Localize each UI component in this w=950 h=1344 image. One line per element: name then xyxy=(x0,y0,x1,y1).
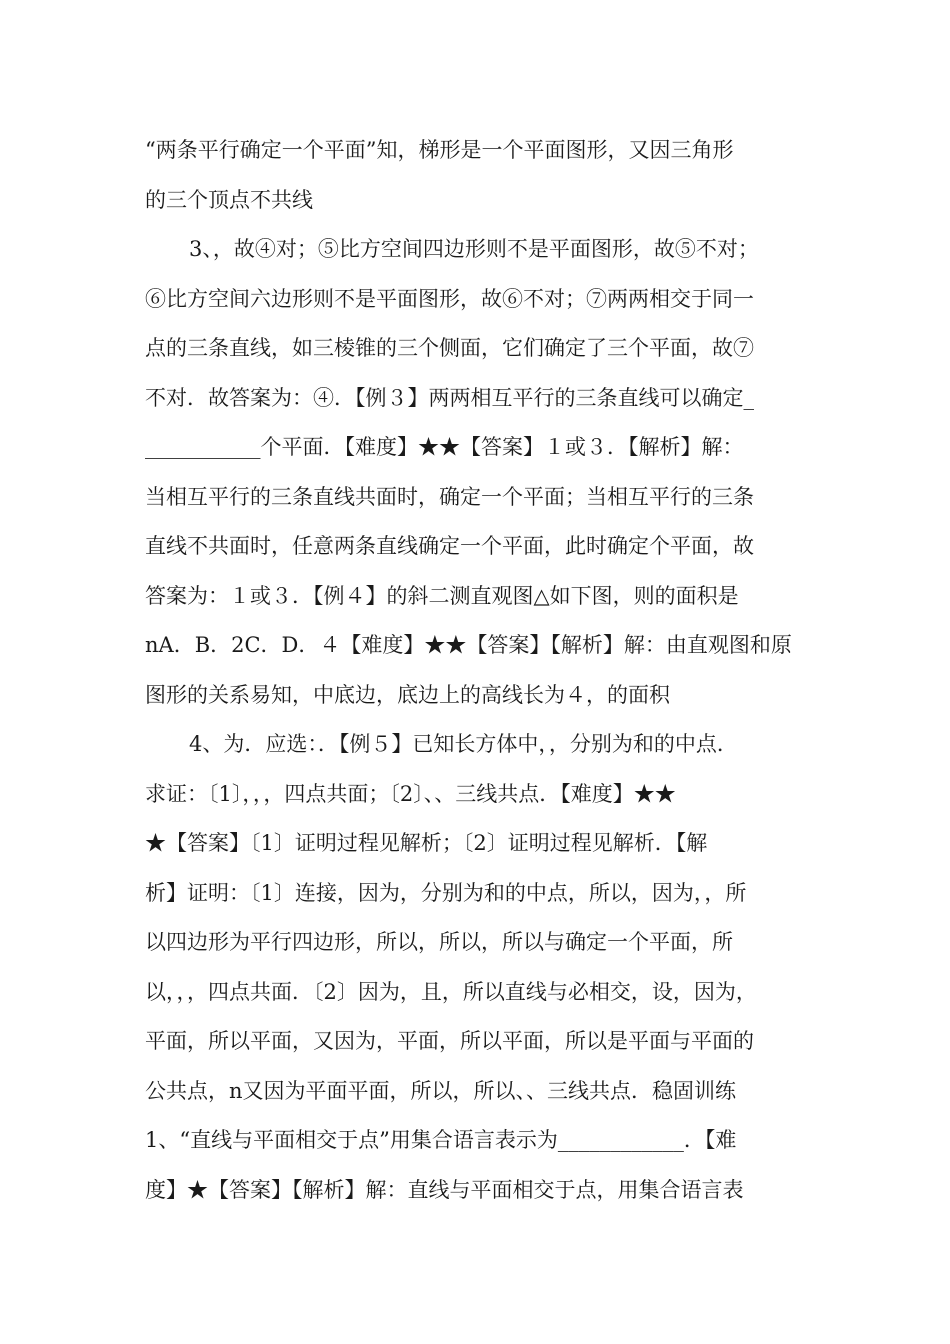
text-line: 的三个顶点不共线 xyxy=(145,187,313,212)
text-line: 答案为：１或３．【例４】的斜二测直观图△如下图，则的面积是 xyxy=(145,583,739,608)
text-line: 求证：〔1〕，，，四点共面；〔2〕、、三线共点．【难度】★★ xyxy=(145,781,676,806)
text-line: ⑥比方空间六边形则不是平面图形，故⑥不对；⑦两两相交于同一 xyxy=(145,286,754,311)
text-line: 4、为．应选：．【例５】已知长方体中，，分别为和的中点． xyxy=(189,732,738,756)
text-line: 3、，故④对；⑤比方空间四边形则不是平面图形，故⑤不对； xyxy=(189,237,759,261)
text-line: nA．B．2C．D．４【难度】★★【答案】【解析】解：由直观图和原 xyxy=(145,633,792,657)
text-line: 析】证明：〔1〕连接，因为，分别为和的中点，所以，因为，，所 xyxy=(145,880,747,905)
text-line: 以，，，四点共面．〔2〕因为，且，所以直线与必相交，设，因为， xyxy=(145,979,757,1004)
text-line: 度】★【答案】【解析】解：直线与平面相交于点，用集合语言表 xyxy=(145,1177,744,1202)
text-line: 点的三条直线，如三棱锥的三个侧面，它们确定了三个平面，故⑦ xyxy=(145,336,754,360)
text-line: ★【答案】〔1〕证明过程见解析；〔2〕证明过程见解析．【解 xyxy=(145,831,708,855)
text-line: 以四边形为平行四边形，所以，所以，所以与确定一个平面，所 xyxy=(145,930,733,954)
text-line: 直线不共面时，任意两条直线确定一个平面，此时确定个平面，故 xyxy=(145,534,754,558)
text-line: ___________个平面．【难度】★★【答案】１或３．【解析】解： xyxy=(145,435,744,459)
text-line: 1、“直线与平面相交于点”用集合语言表示为____________．【难 xyxy=(145,1128,737,1152)
text-line: 平面，所以平面，又因为，平面，所以平面，所以是平面与平面的 xyxy=(145,1029,754,1053)
text-line: “两条平行确定一个平面”知，梯形是一个平面图形，又因三角形 xyxy=(145,138,734,162)
text-line: 图形的关系易知，中底边，底边上的高线长为４，的面积 xyxy=(145,682,670,707)
text-line: 当相互平行的三条直线共面时，确定一个平面；当相互平行的三条 xyxy=(145,484,754,509)
document-body xyxy=(145,132,815,1221)
text-line: 公共点，n又因为平面平面，所以，所以、、三线共点．稳固训练 xyxy=(145,1078,737,1103)
text-line: 不对．故答案为：④．【例３】两两相互平行的三条直线可以确定_ xyxy=(145,385,754,410)
